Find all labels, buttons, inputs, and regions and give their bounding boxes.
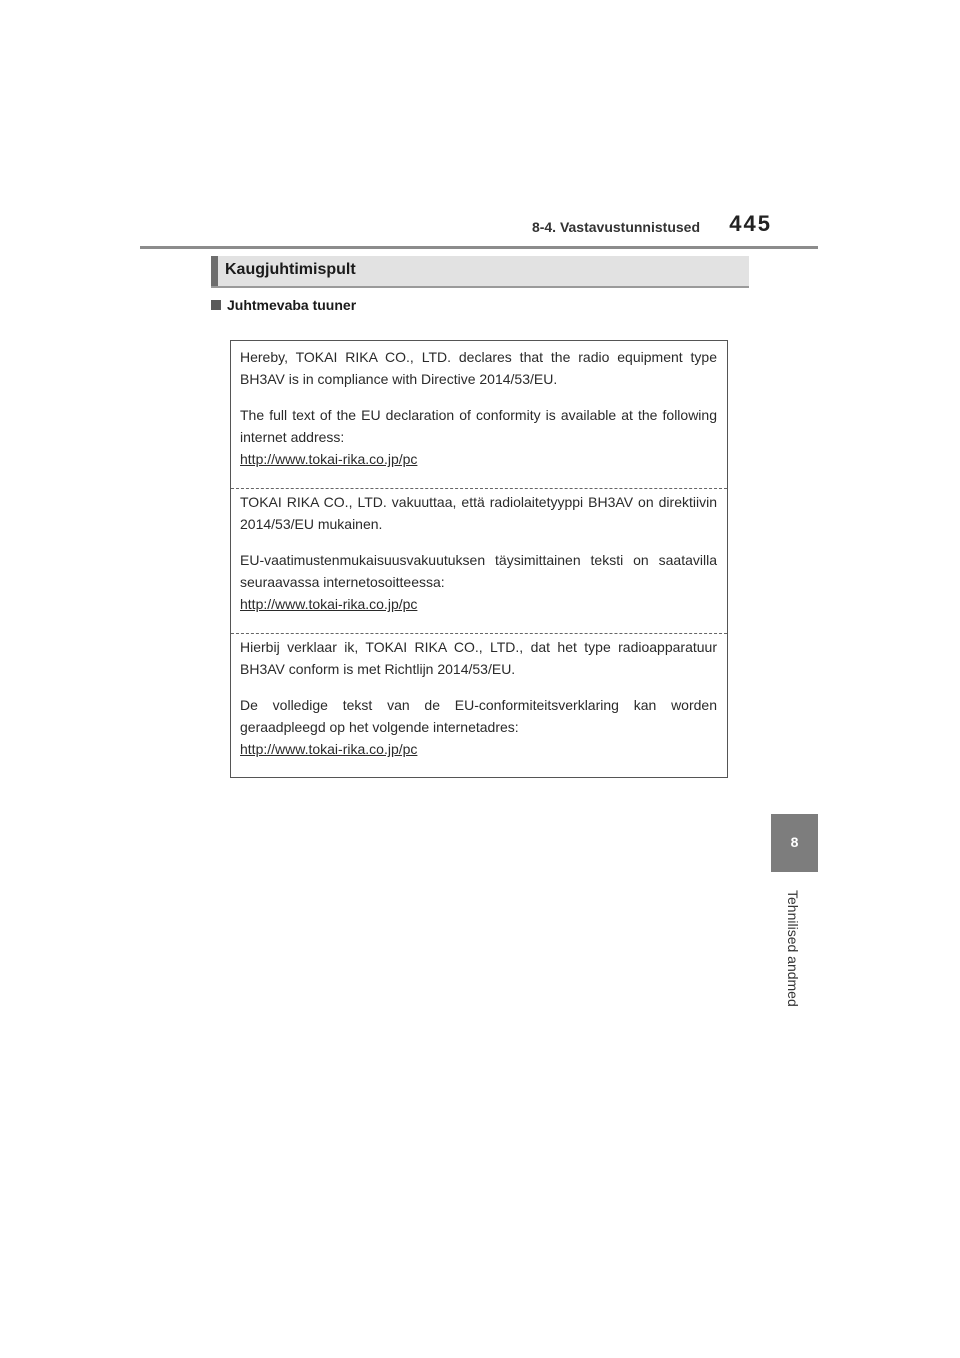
notice-block-english <box>231 346 727 470</box>
section-bar-accent <box>211 256 218 286</box>
square-bullet-icon <box>211 300 221 310</box>
declaration-link[interactable]: http://www.tokai-rika.co.jp/pc <box>240 741 418 757</box>
block-divider <box>231 633 727 634</box>
conformity-notice-box <box>230 340 728 778</box>
declaration-text: Hereby, TOKAI RIKA CO., LTD. declares that the radio equipment type BH3AV is in compliance with Directive 2014/53/EU. <box>240 349 717 387</box>
availability-text: De volledige tekst van de EU-conformiteitsverklaring kan worden geraadpleegd op het volgende internetadres: <box>240 697 717 735</box>
header-section-title: 8-4. Vastavustunnistused <box>531 219 700 235</box>
section-title: Kaugjuhtimispult <box>225 261 356 278</box>
declaration-link[interactable]: http://www.tokai-rika.co.jp/pc <box>240 451 418 467</box>
block-divider <box>231 488 727 489</box>
declaration-link[interactable]: http://www.tokai-rika.co.jp/pc <box>240 596 418 612</box>
page-number: 445 <box>729 211 772 236</box>
section-title-bar <box>211 256 749 288</box>
chapter-title: Tehnilised andmed <box>785 890 801 1007</box>
notice-block-finnish <box>231 491 727 615</box>
subheading <box>211 297 356 313</box>
declaration-text: Hierbij verklaar ik, TOKAI RIKA CO., LTD., dat het type radioapparatuur BH3AV conform is met Richtlijn 2014/53/EU. <box>240 639 717 677</box>
availability-text: The full text of the EU declaration of conformity is available at the following internet address: <box>240 407 717 445</box>
subheading-label: Juhtmevaba tuuner <box>227 297 357 313</box>
chapter-tab <box>771 814 818 872</box>
availability-text: EU-vaatimustenmukaisuusvakuutuksen täysimittainen teksti on saatavilla seuraavassa internetosoitteessa: <box>240 552 717 590</box>
chapter-number: 8 <box>790 834 799 850</box>
notice-block-dutch <box>231 636 727 760</box>
declaration-text: TOKAI RIKA CO., LTD. vakuuttaa, että radiolaitetyyppi BH3AV on direktiivin 2014/53/EU mukainen. <box>240 494 717 532</box>
running-header <box>140 208 818 249</box>
